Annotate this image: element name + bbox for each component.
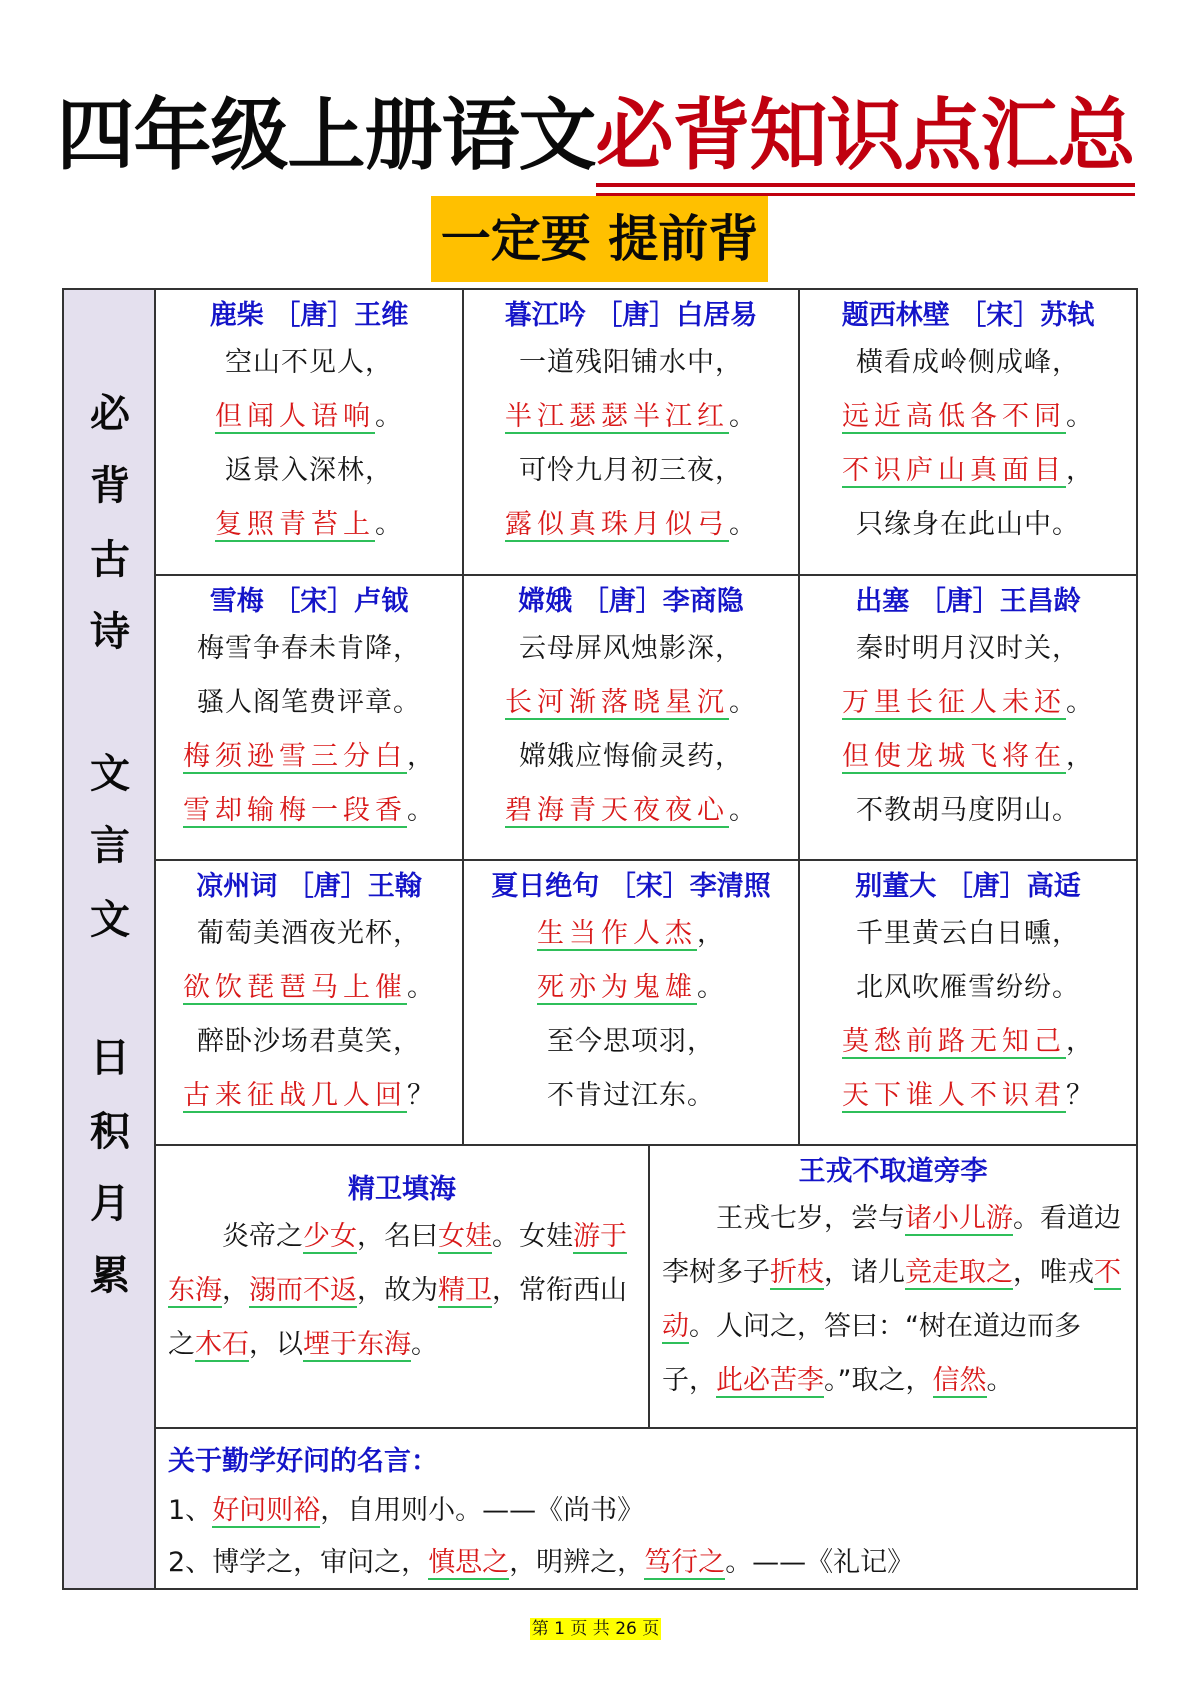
text-segment: ，自用则小。——《尚书》 [320, 1495, 645, 1526]
text-segment: 。 [411, 1329, 438, 1360]
sidebar-char: 文 [90, 897, 130, 943]
punctuation: ， [407, 741, 435, 772]
poem-line-text: 云母屏风烛影深， [519, 633, 743, 664]
punctuation: ？ [407, 1080, 435, 1111]
highlighted-verse: 欲饮琵琶马上催 [183, 972, 407, 1003]
text-segment: ，唯 [1013, 1257, 1067, 1288]
classical-text-jingwei [156, 1146, 650, 1429]
text-segment: 王戎七岁，尝与 [716, 1203, 905, 1234]
quotes-title: 关于勤学好问的名言： [168, 1446, 438, 1477]
highlighted-verse: 碧海青天夜夜心 [505, 795, 729, 826]
poem-cell [156, 861, 464, 1146]
poem-line-text: 至今思项羽， [547, 1026, 715, 1057]
poem-line [464, 730, 798, 784]
poem-line [800, 961, 1136, 1015]
highlighted-verse: 远近高低各不同 [842, 401, 1066, 432]
poem-title: 嫦娥 ［唐］李商隐 [518, 586, 744, 617]
sidebar-char: 背 [90, 463, 130, 509]
highlighted-phrase: 好问则裕 [212, 1495, 321, 1526]
poem-line [156, 730, 462, 784]
highlighted-verse: 生当作人杰 [537, 918, 697, 949]
highlighted-verse: 不识庐山真面目 [842, 455, 1066, 486]
poem-line [464, 907, 798, 961]
punctuation: 。 [729, 509, 757, 540]
poem-line [800, 784, 1136, 838]
poem-cell [800, 861, 1136, 1146]
poem-line [156, 1069, 462, 1123]
poem-title: 凉州词 ［唐］王翰 [196, 871, 422, 902]
quotes-section [156, 1429, 1136, 1588]
text-segment: ， [222, 1275, 249, 1306]
highlighted-phrase: 女娃 [438, 1221, 492, 1252]
sidebar-char: 古 [90, 537, 130, 583]
highlighted-verse: 露似真珠月似弓 [505, 509, 729, 540]
poem-line-text: 梅雪争春未肯降， [197, 633, 421, 664]
highlighted-phrase: 少女 [303, 1221, 357, 1252]
highlighted-verse: 雪却输梅一段香 [183, 795, 407, 826]
quote-number: 2、 [168, 1547, 213, 1578]
poem-line [464, 784, 798, 838]
text-segment: ，故为 [357, 1275, 438, 1306]
quote-item [168, 1485, 1124, 1537]
sidebar-char: 累 [90, 1253, 130, 1299]
poem-title: 别董大 ［唐］高适 [855, 871, 1081, 902]
highlighted-phrase: 信然 [932, 1365, 987, 1396]
poem-line [800, 676, 1136, 730]
text-segment: 炎帝之 [222, 1221, 303, 1252]
highlighted-phrase: 不动 [662, 1257, 1121, 1342]
highlighted-verse: 天下谁人不识君 [842, 1080, 1066, 1111]
punctuation: 。 [729, 401, 757, 432]
poem-line [464, 498, 798, 552]
poem-line [800, 444, 1136, 498]
knowledge-table [62, 288, 1138, 1590]
poem-line [800, 498, 1136, 552]
poem-line-text: 醉卧沙场君莫笑， [197, 1026, 421, 1057]
poem-title: 夏日绝句 ［宋］李清照 [491, 871, 771, 902]
highlighted-phrase: 游于东海 [168, 1221, 627, 1306]
poem-title: 雪梅 ［宋］卢钺 [209, 586, 409, 617]
poem-line-text: 横看成岭侧成峰， [856, 347, 1080, 378]
poem-line [464, 1015, 798, 1069]
poem-line-text: 嫦娥应悔偷灵药， [519, 741, 743, 772]
sidebar-char: 日 [90, 1035, 130, 1081]
poem-title: 暮江吟 ［唐］白居易 [504, 300, 758, 331]
poem-title: 出塞 ［唐］王昌龄 [855, 586, 1081, 617]
punctuation: ， [1066, 741, 1094, 772]
poem-cell [156, 290, 464, 576]
poem-title: 题西林壁 ［宋］苏轼 [841, 300, 1095, 331]
sidebar-char: 诗 [90, 609, 130, 655]
poem-line [800, 390, 1136, 444]
poem-line [464, 1069, 798, 1123]
poem-line [464, 444, 798, 498]
text-segment: ，名曰 [357, 1221, 438, 1252]
poem-line-text: 千里黄云白日曛， [856, 918, 1080, 949]
poem-line [800, 336, 1136, 390]
poem-cell [156, 576, 464, 861]
sidebar-char: 言 [90, 823, 130, 869]
poem-line [156, 961, 462, 1015]
text-segment: 常衔西山之 [168, 1275, 627, 1360]
text-segment: ，以 [249, 1329, 303, 1360]
page-title-red: 必背知识点汇总 [596, 91, 1135, 187]
poem-line-text: 返景入深林， [225, 455, 393, 486]
text-segment: 。看道 [1013, 1203, 1094, 1234]
punctuation: 。 [407, 795, 435, 826]
poem-line [156, 784, 462, 838]
poem-line [464, 390, 798, 444]
classical-text-wangrong [650, 1146, 1136, 1429]
poem-cell [800, 290, 1136, 576]
text-segment: 边李树多子 [662, 1203, 1121, 1288]
text-segment: ，明辨之， [509, 1547, 645, 1578]
highlighted-verse: 但闻人语响 [215, 401, 375, 432]
text-segment: 。 [986, 1365, 1014, 1396]
highlighted-phrase: 折枝 [770, 1257, 824, 1288]
sidebar-char: 文 [90, 751, 130, 797]
poem-line [156, 336, 462, 390]
poem-line-text: 不教胡马度阴山。 [856, 795, 1080, 826]
highlighted-verse: 古来征战几人回 [183, 1080, 407, 1111]
poem-title: 鹿柴 ［唐］王维 [209, 300, 409, 331]
text-segment: 戎 [1067, 1257, 1094, 1288]
punctuation: 。 [375, 401, 403, 432]
poem-line [800, 622, 1136, 676]
poem-cell [464, 861, 800, 1146]
highlighted-phrase: 此必苦李 [716, 1365, 824, 1396]
text-segment: ， [492, 1275, 519, 1306]
punctuation: 。 [697, 972, 725, 1003]
highlighted-phrase: 笃行之 [644, 1547, 726, 1578]
sidebar-char: 月 [90, 1181, 130, 1227]
highlighted-verse: 复照青苔上 [215, 509, 375, 540]
page-number: 第 1 页 共 26 页 [531, 1619, 660, 1639]
poem-line [156, 907, 462, 961]
poem-line-text: 空山不见人， [225, 347, 393, 378]
page-subtitle: 一定要 提前背 [431, 196, 768, 282]
poem-line [800, 1069, 1136, 1123]
poem-line [800, 730, 1136, 784]
poem-line [464, 622, 798, 676]
highlighted-phrase: 竞走取之 [905, 1257, 1013, 1288]
punctuation: ？ [1066, 1080, 1094, 1111]
page-title [0, 88, 1191, 184]
punctuation: ， [1066, 1026, 1094, 1057]
highlighted-verse: 死亦为鬼雄 [537, 972, 697, 1003]
text-segment: 。——《礼记》 [725, 1547, 915, 1578]
quote-number: 1、 [168, 1495, 213, 1526]
highlighted-phrase: 溺而不返 [249, 1275, 357, 1306]
poem-line [156, 444, 462, 498]
page-title-black: 四年级上册语文 [56, 91, 596, 181]
poem-line [464, 336, 798, 390]
text-segment: 。”取之， [824, 1365, 933, 1396]
sidebar-char: 积 [90, 1109, 130, 1155]
poem-line [464, 676, 798, 730]
punctuation: 。 [407, 972, 435, 1003]
highlighted-verse: 半江瑟瑟半江红 [505, 401, 729, 432]
classical-title: 王戎不取道旁李 [798, 1156, 988, 1187]
poem-line [156, 622, 462, 676]
classical-paragraph [662, 1192, 1124, 1408]
poem-cell [800, 576, 1136, 861]
poem-line [156, 390, 462, 444]
highlighted-verse: 莫愁前路无知己 [842, 1026, 1066, 1057]
highlighted-verse: 梅须逊雪三分白 [183, 741, 407, 772]
punctuation: ， [697, 918, 725, 949]
text-segment: 。女娃 [492, 1221, 573, 1252]
poem-cell [464, 576, 800, 861]
classical-title: 精卫填海 [348, 1174, 456, 1205]
classical-paragraph [168, 1210, 636, 1372]
punctuation: ， [1066, 455, 1094, 486]
text-segment: 而多子， [662, 1311, 1081, 1396]
punctuation: 。 [375, 509, 403, 540]
poem-line [800, 1015, 1136, 1069]
poem-line [156, 498, 462, 552]
highlighted-phrase: 堙于东海 [303, 1329, 411, 1360]
text-segment: 。人问之，答曰：“树在道边 [689, 1311, 1027, 1342]
poem-line-text: 秦时明月汉时关， [856, 633, 1080, 664]
poem-line-text: 北风吹雁雪纷纷。 [856, 972, 1080, 1003]
highlighted-verse: 长河渐落晓星沉 [505, 687, 729, 718]
quote-item [168, 1537, 1124, 1589]
poem-line-text: 不肯过江东。 [547, 1080, 715, 1111]
highlighted-verse: 但使龙城飞将在 [842, 741, 1066, 772]
highlighted-phrase: 慎思之 [428, 1547, 510, 1578]
poem-line-text: 葡萄美酒夜光杯， [197, 918, 421, 949]
sidebar-char: 必 [90, 391, 130, 437]
poem-line-text: 只缘身在此山中。 [856, 509, 1080, 540]
poem-line [156, 1015, 462, 1069]
poem-cell [464, 290, 800, 576]
punctuation: 。 [1066, 687, 1094, 718]
punctuation: 。 [1066, 401, 1094, 432]
poem-line [156, 676, 462, 730]
text-segment: ，诸儿 [824, 1257, 905, 1288]
poem-line [800, 907, 1136, 961]
poem-line-text: 骚人阁笔费评章。 [197, 687, 421, 718]
poem-line-text: 可怜九月初三夜， [519, 455, 743, 486]
punctuation: 。 [729, 795, 757, 826]
highlighted-phrase: 诸小儿游 [905, 1203, 1013, 1234]
highlighted-verse: 万里长征人未还 [842, 687, 1066, 718]
highlighted-phrase: 木石 [195, 1329, 249, 1360]
text-segment: 博学之，审问之， [212, 1547, 429, 1578]
page-footer [0, 1618, 1191, 1640]
sidebar-category-column [64, 290, 156, 1588]
highlighted-phrase: 精卫 [438, 1275, 492, 1306]
poem-line [464, 961, 798, 1015]
poem-line-text: 一道残阳铺水中， [519, 347, 743, 378]
punctuation: 。 [729, 687, 757, 718]
